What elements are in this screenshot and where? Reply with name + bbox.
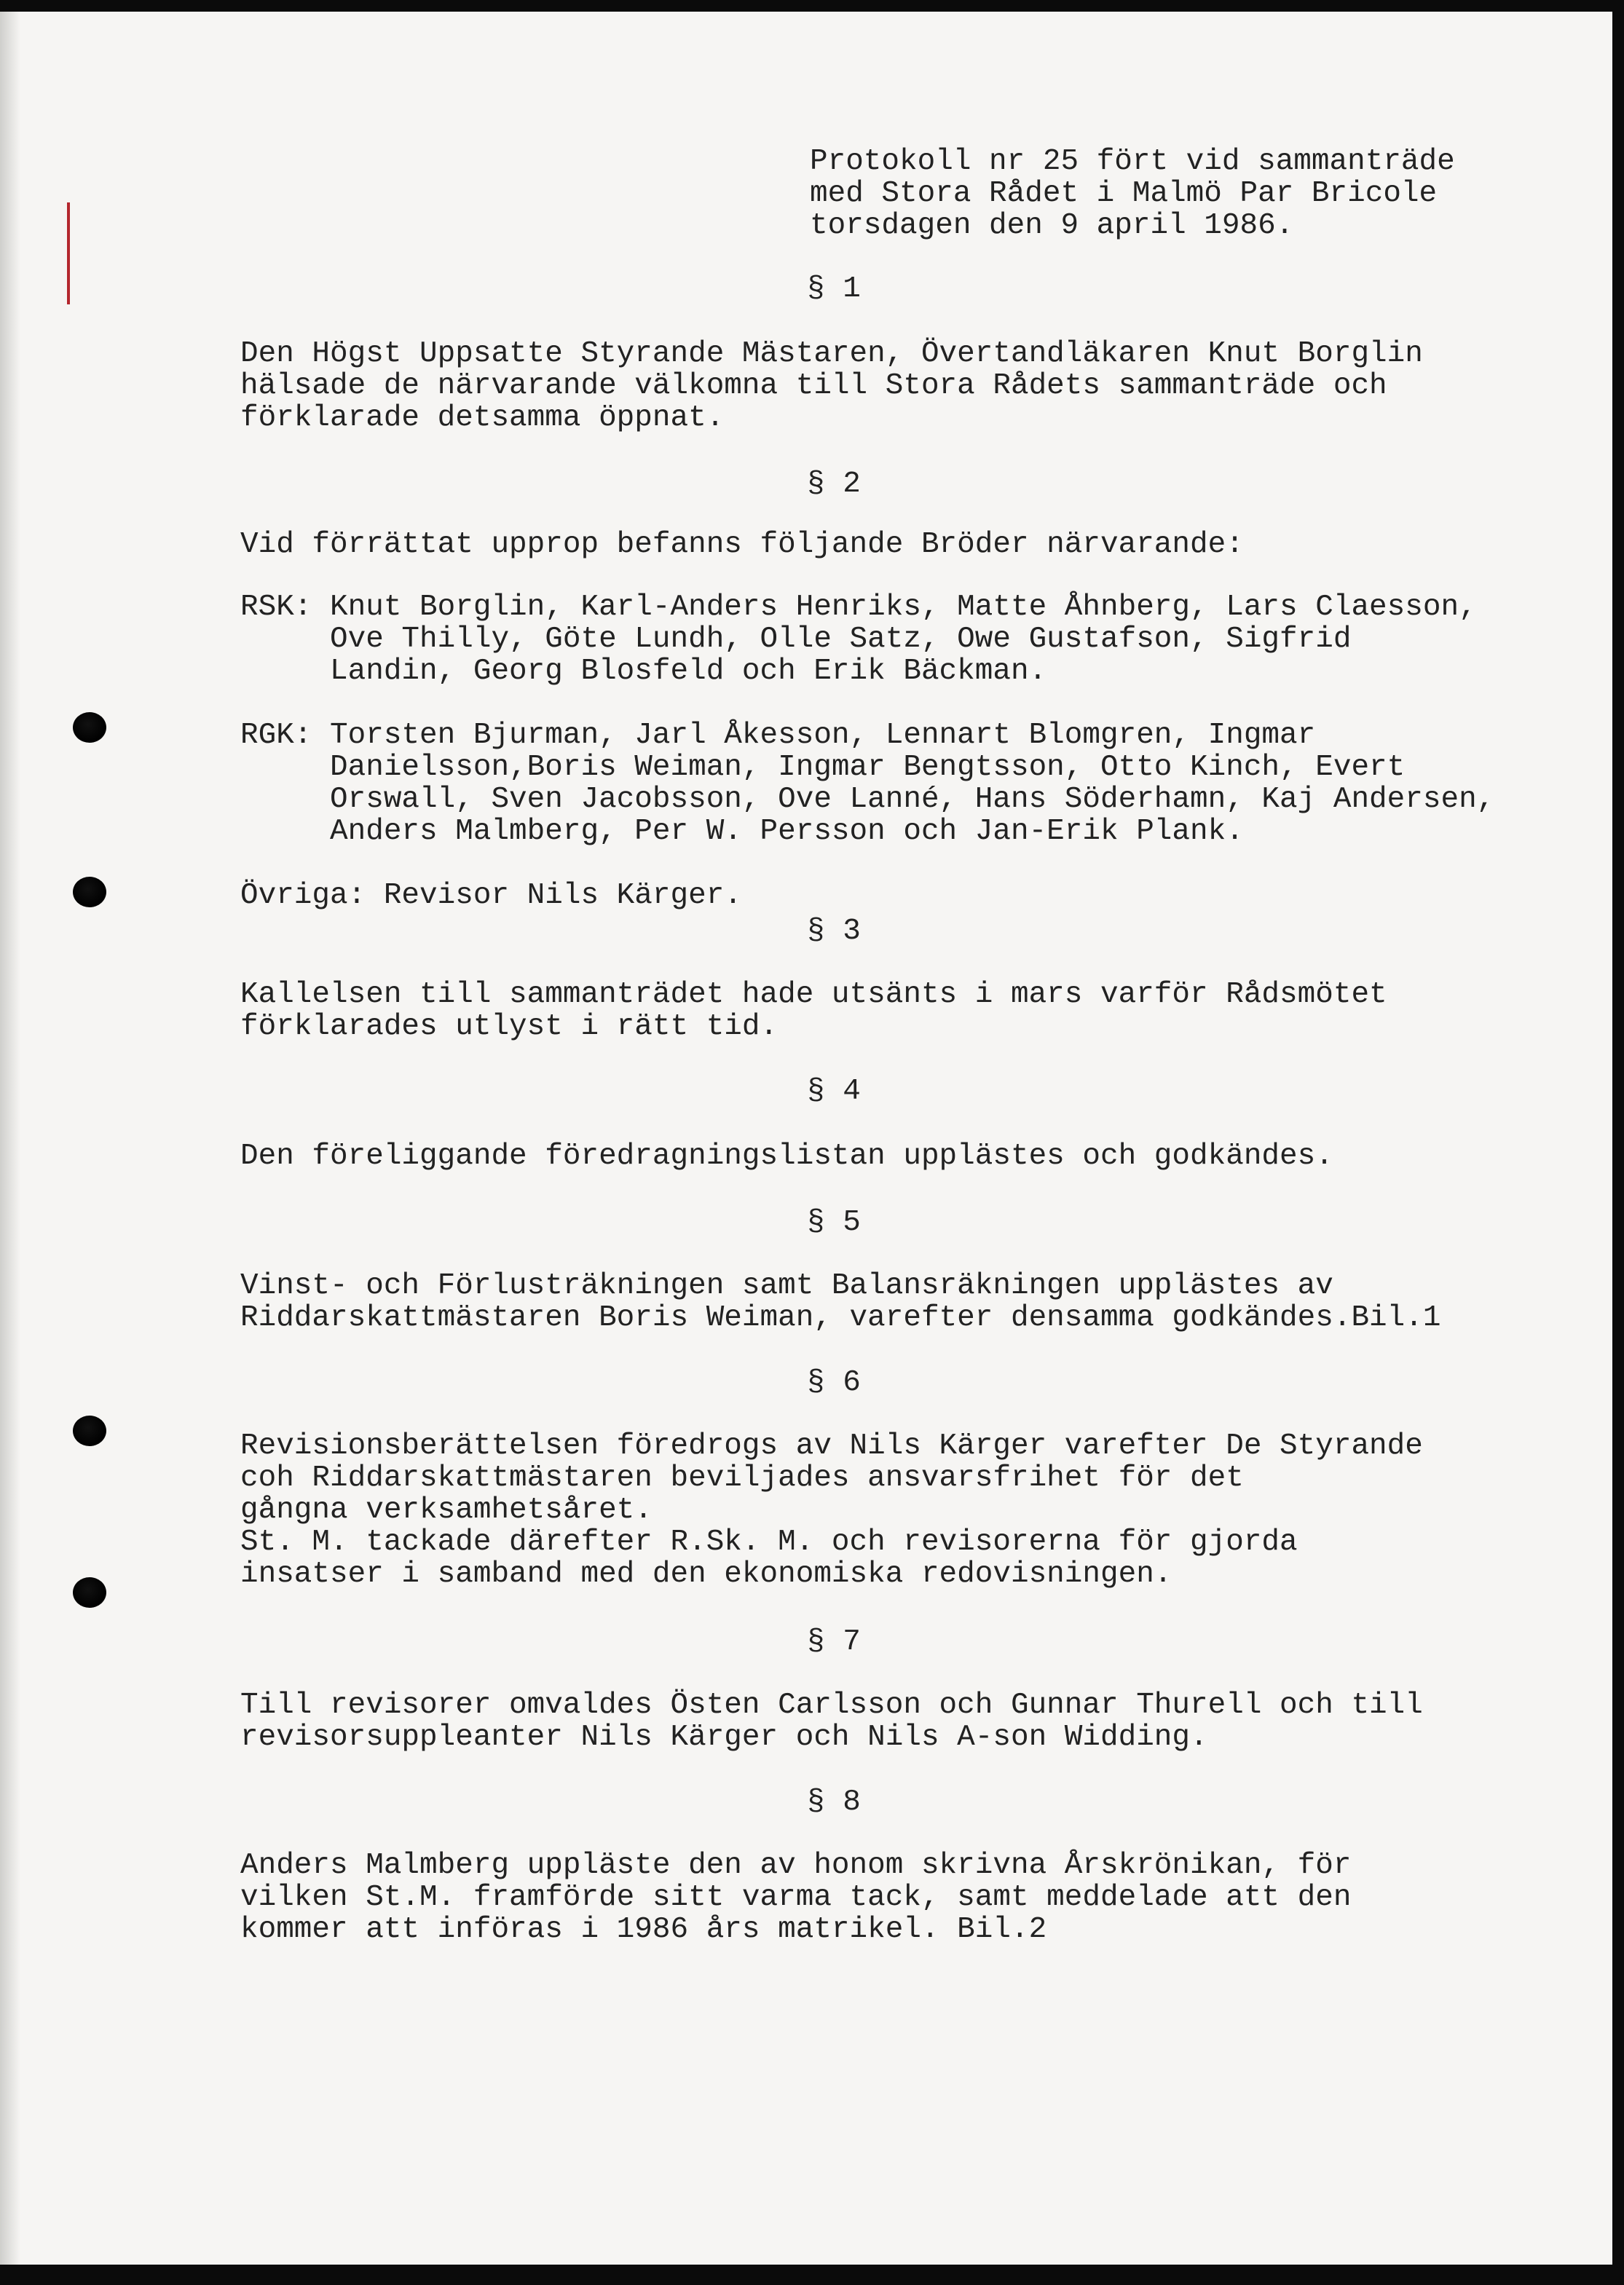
other-attendees: Övriga: Revisor Nils Kärger. [240, 879, 742, 912]
section-5-text: Vinst- och Förlusträkningen samt Balansräkningen upplästes av Riddarskattmästaren Boris Weiman, varefter densamma godkändes.Bil.1 [240, 1269, 1441, 1335]
section-7-text: Till revisorer omvaldes Östen Carlsson och Gunnar Thurell och till revisorsuppleanter Nils Kärger och Nils A-son Widding. [240, 1689, 1423, 1754]
header-line-1: Protokoll nr 25 fört vid sammanträde [810, 145, 1455, 178]
section-6-text: Revisionsberättelsen föredrogs av Nils Kärger varefter De Styrande coh Riddarskattmästaren beviljades ansvarsfrihet för det gångna verksamhetsåret. St. M. tackade därefter R.Sk. M. och revisorerna för gjorda insatser i samband med den ekonomiska redovisningen. [240, 1429, 1423, 1591]
section-mark-7: § 7 [807, 1625, 861, 1659]
section-1-text: Den Högst Uppsatte Styrande Mästaren, Övertandläkaren Knut Borglin hälsade de närvarande välkomna till Stora Rådets sammanträde och förklarade detsamma öppnat. [240, 337, 1423, 435]
section-4-text: Den föreliggande föredragningslistan upplästes och godkändes. [240, 1140, 1333, 1173]
document-page [0, 12, 1612, 2265]
section-2-intro: Vid förrättat upprop befanns följande Bröder närvarande: [240, 528, 1244, 561]
section-mark-2: § 2 [807, 467, 861, 501]
rsk-attendees: RSK: Knut Borglin, Karl-Anders Henriks, Matte Åhnberg, Lars Claesson, Ove Thilly, Göte Lundh, Olle Satz, Owe Gustafson, Sigfrid Landin, Georg Blosfeld och Erik Bäckman. [240, 591, 1477, 688]
punch-hole-4 [73, 1577, 106, 1608]
section-mark-5: § 5 [807, 1206, 861, 1239]
section-mark-1: § 1 [807, 272, 861, 306]
header-line-2: med Stora Rådet i Malmö Par Bricole [810, 177, 1438, 210]
header-line-3: torsdagen den 9 april 1986. [810, 209, 1294, 242]
page-edge-shadow [0, 12, 20, 2265]
margin-red-mark [67, 202, 70, 304]
section-mark-6: § 6 [807, 1366, 861, 1400]
section-mark-4: § 4 [807, 1075, 861, 1108]
punch-hole-3 [73, 1416, 106, 1446]
rgk-attendees: RGK: Torsten Bjurman, Jarl Åkesson, Lennart Blomgren, Ingmar Danielsson,Boris Weiman, Ingmar Bengtsson, Otto Kinch, Evert Orswall, Sven Jacobsson, Ove Lanné, Hans Söderhamn, Kaj Andersen, Anders Malmberg, Per W. Persson och Jan-Erik Plank. [240, 719, 1495, 848]
punch-hole-1 [73, 712, 106, 743]
section-3-text: Kallelsen till sammanträdet hade utsänts i mars varför Rådsmötet förklarades utlyst i rätt tid. [240, 978, 1387, 1043]
section-8-text: Anders Malmberg uppläste den av honom skrivna Årskrönikan, för vilken St.M. framförde sitt varma tack, samt meddelade att den kommer att införas i 1986 års matrikel. Bil.2 [240, 1849, 1352, 1946]
punch-hole-2 [73, 877, 106, 907]
section-mark-3: § 3 [807, 915, 861, 948]
section-mark-8: § 8 [807, 1785, 861, 1819]
